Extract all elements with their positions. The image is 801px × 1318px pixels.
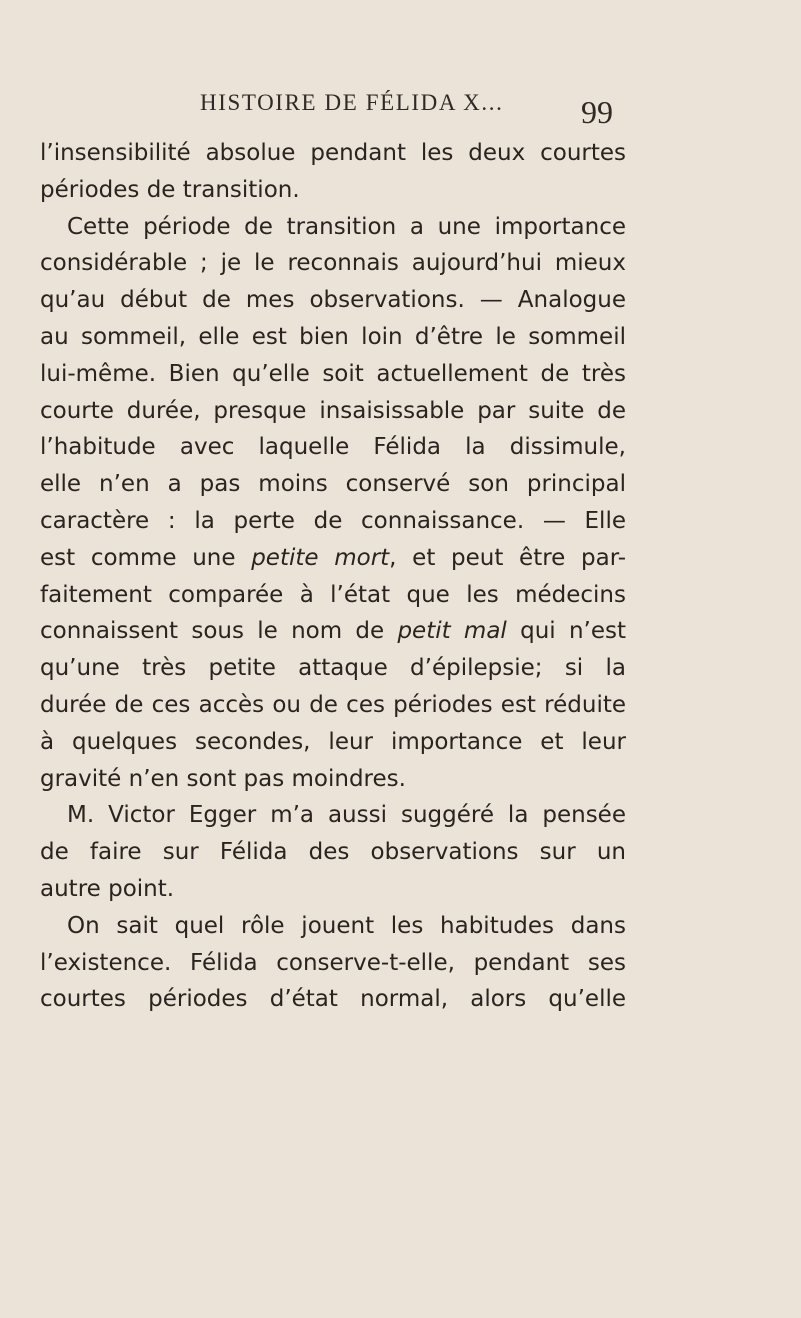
text-segment: qui n’est bbox=[506, 618, 626, 645]
body-text bbox=[40, 135, 626, 1018]
text-line: courte durée, presque insaisissable par suite de bbox=[40, 397, 626, 424]
text-line: courtes périodes d’état normal, alors qu’elle bbox=[40, 986, 626, 1013]
italic-term: petite mort bbox=[251, 544, 390, 571]
text-line bbox=[40, 613, 626, 650]
text-line: caractère : la perte de connaissance. — Elle bbox=[40, 507, 626, 534]
text-line: qu’une très petite attaque d’épilepsie; si la bbox=[40, 655, 626, 682]
text-line: qu’au début de mes observations. — Analogue bbox=[40, 287, 626, 314]
text-segment: , et peut être par- bbox=[389, 544, 626, 571]
text-line: elle n’en a pas moins conservé son principal bbox=[40, 471, 626, 498]
text-line: considérable ; je le reconnais aujourd’hui mieux bbox=[40, 250, 626, 277]
page-number: 99 bbox=[581, 94, 613, 130]
text-line: durée de ces accès ou de ces périodes est réduite bbox=[40, 691, 626, 718]
text-segment: est comme une bbox=[40, 544, 252, 571]
text-line: lui-même. Bien qu’elle soit actuellement de très bbox=[40, 360, 626, 387]
text-line: périodes de transition. bbox=[40, 176, 300, 203]
text-line: M. Victor Egger m’a aussi suggéré la pensée bbox=[67, 802, 626, 829]
text-line: On sait quel rôle jouent les habitudes dans bbox=[67, 912, 626, 939]
running-title: HISTOIRE DE FÉLIDA X... bbox=[200, 90, 504, 115]
text-line: l’habitude avec laquelle Félida la dissimule, bbox=[40, 434, 626, 461]
text-line: au sommeil, elle est bien loin d’être le sommeil bbox=[40, 323, 626, 350]
italic-term: petit mal bbox=[397, 618, 507, 645]
text-line: l’insensibilité absolue pendant les deux courtes bbox=[40, 140, 626, 166]
text-line: de faire sur Félida des observations sur un bbox=[40, 839, 626, 866]
text-line: autre point. bbox=[40, 875, 175, 902]
text-line: gravité n’en sont pas moindres. bbox=[40, 765, 406, 792]
text-line: l’existence. Félida conserve-t-elle, pendant ses bbox=[40, 949, 626, 976]
text-segment: connaissent sous le nom de bbox=[40, 618, 398, 645]
text-line: à quelques secondes, leur importance et leur bbox=[40, 728, 626, 755]
text-line: faitement comparée à l’état que les médecins bbox=[40, 581, 626, 608]
text-line bbox=[40, 540, 626, 577]
text-line: Cette période de transition a une importance bbox=[67, 213, 626, 240]
